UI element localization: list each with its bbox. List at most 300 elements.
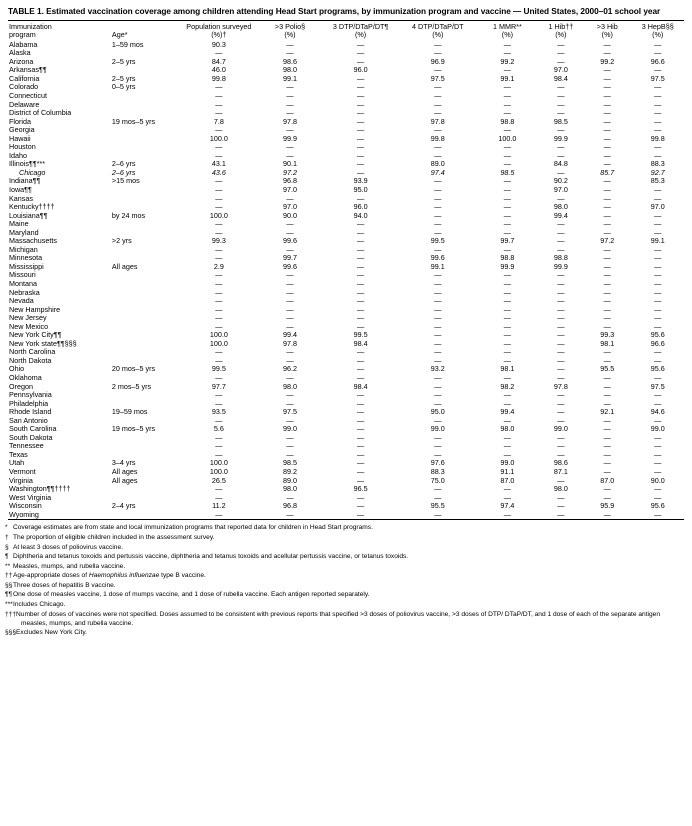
row-value-dtp4: — [434, 415, 442, 425]
row-value-dtp4: 97.4 [430, 167, 445, 177]
row-value-hib3: — [603, 193, 611, 203]
row-age [112, 289, 180, 298]
row-value-hepb: — [654, 287, 662, 297]
row-value-hepb: — [654, 390, 662, 400]
row-value-hib1: — [557, 48, 565, 58]
row-value-dtp3: 98.4 [353, 338, 368, 348]
row-age [112, 126, 180, 135]
footnote [5, 610, 684, 628]
row-value-surveyed: — [215, 108, 223, 118]
row-value-hib1: 97.0 [553, 184, 568, 194]
table-row [8, 143, 684, 152]
row-value-mmr: — [503, 321, 511, 331]
row-value-dtp4: 95.5 [430, 501, 445, 511]
table-row [8, 135, 684, 144]
row-value-hib1: — [557, 415, 565, 425]
row-value-surveyed: 43.6 [211, 167, 226, 177]
row-value-dtp3: 94.0 [353, 210, 368, 220]
row-value-dtp4: — [434, 509, 442, 519]
footnote-marker: §§§ [5, 629, 17, 637]
row-value-hib3: — [603, 296, 611, 306]
row-value-surveyed: 93.5 [211, 407, 226, 417]
row-value-hib3: — [603, 253, 611, 263]
row-value-dtp3: — [357, 492, 365, 502]
row-value-dtp4: — [434, 219, 442, 229]
row-value-dtp3: — [357, 415, 365, 425]
row-value-surveyed: — [215, 398, 223, 408]
row-value-dtp4: — [434, 441, 442, 451]
row-program-name: West Virginia [9, 492, 52, 502]
row-value-hib1: — [557, 39, 565, 49]
row-value-hib3: — [603, 381, 611, 391]
row-value-mmr: 98.0 [500, 424, 515, 434]
table-row [8, 425, 684, 434]
row-value-dtp3: — [357, 108, 365, 118]
row-value-dtp4: — [434, 492, 442, 502]
row-value-hib3: — [603, 65, 611, 75]
row-value-polio: — [286, 279, 294, 288]
row-value-hib1: — [557, 475, 565, 485]
row-program-name: Illinois¶¶*** [9, 159, 46, 169]
row-age [112, 280, 180, 289]
row-value-surveyed: — [215, 253, 223, 263]
table-row [8, 101, 684, 110]
row-value-surveyed: 90.3 [211, 39, 226, 49]
row-value-hepb: — [654, 458, 662, 468]
row-value-hib3: — [603, 441, 611, 451]
row-age [112, 186, 180, 195]
row-value-mmr: — [503, 99, 511, 109]
row-value-dtp3: — [357, 56, 365, 66]
row-value-hib3: — [603, 108, 611, 118]
row-value-polio: 97.2 [282, 167, 297, 177]
row-value-polio: — [286, 441, 294, 451]
row-value-dtp3: — [357, 509, 365, 519]
row-value-dtp3: — [357, 90, 365, 100]
row-value-hepb: — [654, 227, 662, 237]
row-age [112, 195, 180, 204]
row-value-surveyed: — [215, 202, 223, 212]
table-row [8, 271, 684, 280]
row-value-dtp4: 99.1 [430, 261, 445, 271]
row-value-dtp4: — [434, 39, 442, 49]
table-row [8, 477, 684, 486]
row-value-dtp4: 97.5 [430, 73, 445, 83]
row-program-name: Florida [9, 116, 31, 126]
row-value-mmr: — [503, 492, 511, 502]
row-program-name: Rhode Island [9, 407, 52, 417]
row-value-surveyed: 7.8 [213, 116, 224, 126]
row-value-mmr: 97.4 [500, 501, 515, 511]
row-program-name: Connecticut [9, 90, 47, 100]
row-value-polio: — [286, 244, 294, 254]
row-value-dtp3: — [357, 279, 365, 288]
row-value-dtp3: — [357, 364, 365, 374]
row-value-hib3: — [603, 373, 611, 383]
row-value-hib3: — [603, 227, 611, 237]
row-value-hepb: — [654, 253, 662, 263]
row-value-hepb: 96.6 [650, 56, 665, 66]
row-value-dtp4: 99.8 [430, 133, 445, 143]
table-row [8, 391, 684, 400]
row-value-hib3: — [603, 159, 611, 169]
row-value-surveyed: — [215, 125, 223, 135]
row-value-surveyed: 99.8 [211, 73, 226, 83]
footnote: **Measles, mumps, and rubella vaccine. [5, 562, 126, 570]
row-age [112, 101, 180, 110]
row-value-polio: — [286, 373, 294, 383]
row-value-hepb: 95.6 [650, 501, 665, 511]
row-value-hib3: — [603, 219, 611, 229]
row-value-polio: 99.4 [282, 330, 297, 340]
row-program-name: San Antonio [9, 415, 48, 425]
table-row [8, 160, 684, 169]
row-value-dtp4: — [434, 142, 442, 152]
table-row [8, 186, 684, 195]
row-age: 19 mos–5 yrs [111, 424, 156, 434]
row-value-surveyed: — [215, 432, 223, 442]
row-value-hib3: 98.1 [600, 338, 615, 348]
row-program-name: Pennsylvania [9, 390, 52, 400]
row-value-hib3: 95.5 [600, 364, 615, 374]
row-value-dtp4: — [434, 398, 442, 408]
row-value-surveyed: — [215, 321, 223, 331]
row-value-mmr: — [503, 176, 511, 186]
row-value-dtp4: — [434, 48, 442, 58]
row-value-hepb: — [654, 296, 662, 306]
row-value-polio: 98.6 [282, 56, 297, 66]
footnotes [5, 523, 684, 637]
row-value-hib3: — [603, 287, 611, 297]
row-value-dtp4: — [434, 390, 442, 400]
row-value-hepb: — [654, 48, 662, 58]
table-row [8, 365, 684, 374]
row-value-surveyed: — [215, 313, 223, 323]
row-age [112, 92, 180, 101]
row-value-hib3: — [603, 355, 611, 365]
row-value-dtp4: — [434, 82, 442, 92]
row-value-hepb: — [654, 313, 662, 323]
row-program-name: Louisiana¶¶ [9, 210, 48, 220]
row-value-hib3: 99.3 [600, 330, 615, 340]
footnote-italic-term: Haemophilus influenzae [88, 572, 160, 580]
row-value-surveyed: — [215, 441, 223, 451]
footnote-text: Number of doses of vaccines were not specified. Doses assumed to be consistent with previous reports that specified >3 doses of poliovirus vaccine, >3 doses of DTP/ DTaP/DT, and 1 dose of each of the separate antigen measles, mumps, and rubella vaccine. [16, 610, 660, 627]
table-row [8, 494, 684, 503]
row-value-hepb: — [654, 432, 662, 442]
row-value-dtp4: — [434, 202, 442, 212]
row-value-hepb: — [654, 355, 662, 365]
row-value-dtp3: — [357, 373, 365, 383]
row-program-name: Vermont [9, 467, 36, 477]
row-program-name: Kansas [9, 193, 33, 203]
row-value-dtp4: — [434, 108, 442, 118]
row-value-dtp3: 95.0 [353, 184, 368, 194]
row-value-hib3: 87.0 [600, 475, 615, 485]
row-program-name: South Dakota [9, 432, 53, 442]
row-value-mmr: — [503, 48, 511, 58]
row-value-dtp4: 93.2 [430, 364, 445, 374]
row-value-hib1: — [557, 492, 565, 502]
row-age: 2–5 yrs [111, 56, 136, 66]
row-value-dtp3: — [357, 347, 365, 357]
row-value-mmr: 87.0 [500, 475, 515, 485]
row-value-dtp4: — [434, 244, 442, 254]
row-value-mmr: — [503, 150, 511, 160]
row-program-name: Colorado [9, 82, 39, 92]
row-age [112, 246, 180, 255]
row-value-dtp4: — [434, 210, 442, 220]
row-value-mmr: — [503, 390, 511, 400]
row-value-hib3: — [603, 424, 611, 434]
row-value-mmr: — [503, 484, 511, 494]
row-value-hib3: — [603, 90, 611, 100]
row-value-dtp4: — [434, 125, 442, 135]
row-value-hepb: 96.6 [650, 338, 665, 348]
row-age: All ages [111, 475, 138, 485]
row-value-polio: 97.5 [282, 407, 297, 417]
row-value-surveyed: — [215, 279, 223, 288]
row-value-polio: 99.1 [282, 73, 297, 83]
row-value-hib1: — [557, 279, 565, 288]
row-program-name: Maryland [9, 227, 39, 237]
row-age: 2–6 yrs [111, 167, 136, 177]
row-value-surveyed: — [215, 296, 223, 306]
footnote-text: At least 3 doses of poliovirus vaccine. [13, 543, 123, 551]
row-value-hepb: — [654, 193, 662, 203]
row-value-dtp3: — [357, 99, 365, 109]
row-value-hepb: 97.5 [650, 73, 665, 83]
row-program-name: Texas [9, 449, 28, 459]
row-value-polio: 99.7 [282, 253, 297, 263]
row-value-dtp3: — [357, 321, 365, 331]
row-program-name: Alaska [9, 48, 31, 58]
row-program-name: New Jersey [9, 313, 47, 323]
row-value-hepb: 99.8 [650, 133, 665, 143]
row-value-dtp4: — [434, 65, 442, 75]
row-program-name: Oregon [9, 381, 33, 391]
row-value-mmr: — [503, 449, 511, 459]
row-value-hepb: — [654, 108, 662, 118]
row-value-surveyed: 97.7 [211, 381, 226, 391]
row-value-mmr: — [503, 244, 511, 254]
row-value-polio: 98.0 [282, 381, 297, 391]
row-value-dtp4: 96.9 [430, 56, 445, 66]
row-value-hib1: 97.0 [553, 65, 568, 75]
row-value-hepb: — [654, 279, 662, 288]
row-value-mmr: — [503, 441, 511, 451]
row-age: 20 mos–5 yrs [111, 364, 156, 374]
table-row [8, 280, 684, 289]
row-value-dtp3: 98.4 [353, 381, 368, 391]
row-age: 0–5 yrs [111, 82, 136, 92]
table-row [8, 58, 684, 67]
table-row [8, 417, 684, 426]
row-value-polio: — [286, 270, 294, 280]
row-value-mmr: 98.8 [500, 116, 515, 126]
row-value-dtp3: — [357, 236, 365, 246]
row-age: 2–6 yrs [111, 159, 136, 169]
row-value-hib3: — [603, 467, 611, 477]
row-value-polio: 90.0 [282, 210, 297, 220]
row-program-name: California [9, 73, 40, 83]
row-age: All ages [111, 467, 138, 477]
row-age [112, 220, 180, 229]
footnote-text: One dose of measles vaccine, 1 dose of mumps vaccine, and 1 dose of rubella vaccine. Each antigen reported separately. [13, 591, 370, 599]
table-row [8, 297, 684, 306]
row-program-name: Kentucky†††† [9, 202, 55, 212]
row-value-polio: — [286, 287, 294, 297]
row-value-hepb: — [654, 261, 662, 271]
row-value-polio: — [286, 82, 294, 92]
row-value-hepb: — [654, 304, 662, 314]
row-value-hib3: — [603, 313, 611, 323]
row-value-dtp3: — [357, 261, 365, 271]
footnote-marker: ††† [5, 610, 17, 618]
row-value-hepb: — [654, 415, 662, 425]
row-age [112, 331, 180, 340]
col-header-hepb: 3 HepB§§ (%) [641, 21, 674, 40]
row-value-mmr: — [503, 227, 511, 237]
row-value-hib1: — [557, 167, 565, 177]
row-value-polio: 99.9 [282, 133, 297, 143]
table-row [8, 195, 684, 204]
col-header-mmr: 1 MMR** (%) [493, 21, 522, 40]
row-value-surveyed: — [215, 142, 223, 152]
row-age [112, 348, 180, 357]
row-value-hib1: 97.8 [553, 381, 568, 391]
table-row [8, 314, 684, 323]
row-value-hib3: — [603, 261, 611, 271]
table-row [8, 468, 684, 477]
row-value-dtp4: 75.0 [430, 475, 445, 485]
row-value-polio: — [286, 415, 294, 425]
row-value-mmr: — [503, 184, 511, 194]
row-value-hepb: 90.0 [650, 475, 665, 485]
row-value-polio: — [286, 390, 294, 400]
row-value-hepb: 85.3 [650, 176, 665, 186]
row-value-hepb: — [654, 142, 662, 152]
row-value-surveyed: — [215, 219, 223, 229]
row-value-hib1: — [557, 407, 565, 417]
table-row [8, 203, 684, 212]
row-age [112, 511, 180, 520]
row-value-hib3: 99.2 [600, 56, 615, 66]
row-value-mmr: — [503, 90, 511, 100]
row-value-hepb: — [654, 441, 662, 451]
row-value-surveyed: 100.0 [209, 467, 228, 477]
table-row [8, 306, 684, 315]
row-program-name: Delaware [9, 99, 40, 109]
row-value-mmr: — [503, 355, 511, 365]
row-program-name: Houston [9, 142, 36, 152]
footnote: ††Age-appropriate doses of Haemophilus influenzae type B vaccine. [5, 572, 206, 580]
row-value-dtp4: — [434, 287, 442, 297]
row-value-surveyed: — [215, 270, 223, 280]
row-value-hepb: — [654, 116, 662, 126]
footnote-text: Age-appropriate doses of Haemophilus influenzae type B vaccine. [13, 572, 206, 580]
row-value-surveyed: — [215, 492, 223, 502]
row-value-polio: 99.6 [282, 236, 297, 246]
row-value-dtp3: — [357, 193, 365, 203]
row-program-name: Maine [9, 219, 29, 229]
row-value-hepb: — [654, 449, 662, 459]
row-program-name: South Carolina [9, 424, 57, 434]
row-value-polio: — [286, 432, 294, 442]
row-value-hib3: — [603, 415, 611, 425]
row-value-dtp4: — [434, 270, 442, 280]
row-value-hib1: — [557, 270, 565, 280]
row-value-hib3: — [603, 82, 611, 92]
header-row [8, 23, 684, 41]
row-value-mmr: 99.2 [500, 56, 515, 66]
row-value-hib1: — [557, 287, 565, 297]
row-program-name: Idaho [9, 150, 27, 160]
row-value-hepb: — [654, 150, 662, 160]
table-row [8, 75, 684, 84]
row-value-mmr: — [503, 338, 511, 348]
row-program-name: New York state¶¶§§§ [9, 338, 77, 348]
row-value-hib1: — [557, 227, 565, 237]
row-value-hib1: 87.1 [553, 467, 568, 477]
row-value-dtp4: — [434, 304, 442, 314]
row-value-surveyed: — [215, 509, 223, 519]
row-value-polio: 89.2 [282, 467, 297, 477]
row-value-polio: — [286, 313, 294, 323]
row-value-mmr: — [503, 159, 511, 169]
row-value-hib1: — [557, 142, 565, 152]
row-value-polio: 90.1 [282, 159, 297, 169]
row-age [112, 314, 180, 323]
row-value-hib1: — [557, 150, 565, 160]
row-value-polio: 96.8 [282, 176, 297, 186]
row-value-mmr: 98.1 [500, 364, 515, 374]
row-value-hepb: 95.6 [650, 364, 665, 374]
row-value-hib1: — [557, 125, 565, 135]
row-value-dtp3: — [357, 407, 365, 417]
row-value-hib3: — [603, 347, 611, 357]
row-program-name: Missouri [9, 270, 36, 280]
row-value-polio: — [286, 99, 294, 109]
row-age: 19 mos–5 yrs [111, 116, 156, 126]
row-value-dtp4: — [434, 484, 442, 494]
footnote: §At least 3 doses of poliovirus vaccine. [5, 543, 123, 551]
row-value-mmr: — [503, 296, 511, 306]
row-value-hepb: — [654, 270, 662, 280]
footnote-text: Measles, mumps, and rubella vaccine. [13, 562, 126, 570]
row-value-dtp4: — [434, 99, 442, 109]
table-row [8, 152, 684, 161]
row-value-dtp3: — [357, 219, 365, 229]
row-value-polio: 89.0 [282, 475, 297, 485]
row-value-polio: — [286, 39, 294, 49]
row-value-mmr: 98.2 [500, 381, 515, 391]
row-value-mmr: — [503, 65, 511, 75]
row-value-dtp4: — [434, 313, 442, 323]
row-value-dtp3: — [357, 313, 365, 323]
row-value-hib1: — [557, 355, 565, 365]
row-value-hepb: — [654, 39, 662, 49]
vaccination-coverage-table [8, 23, 684, 520]
row-value-hib3: — [603, 279, 611, 288]
table-row [8, 374, 684, 383]
row-value-surveyed: 99.3 [211, 236, 226, 246]
row-value-dtp3: — [357, 253, 365, 263]
row-value-dtp3: — [357, 449, 365, 459]
table-row [8, 229, 684, 238]
row-value-polio: — [286, 321, 294, 331]
row-program-name: New York City¶¶ [9, 330, 62, 340]
